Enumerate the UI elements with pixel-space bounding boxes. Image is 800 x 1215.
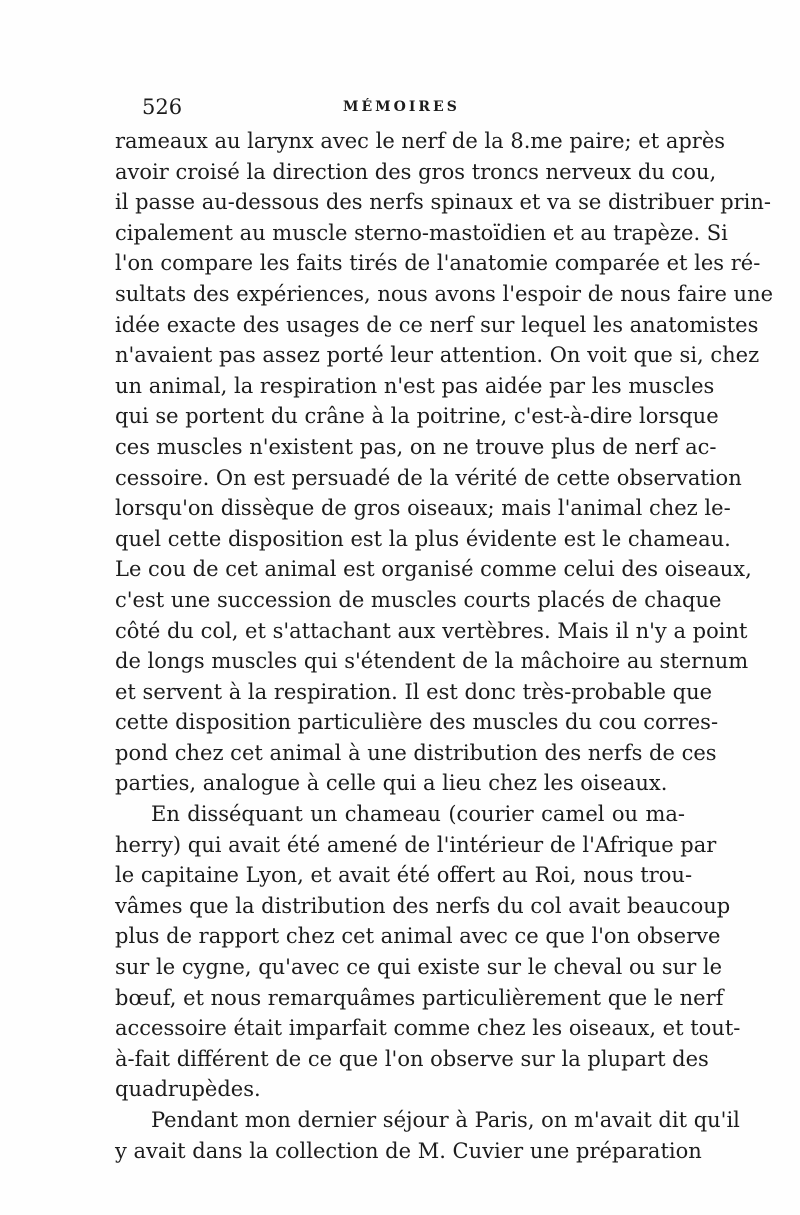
paragraph-2 [115, 799, 741, 1105]
text-line: parties, analogue à celle qui a lieu chez les oiseaux. [115, 771, 668, 796]
page-text [115, 92, 774, 1166]
text-line: sur le cygne, qu'avec ce qui existe sur le cheval ou sur le [115, 955, 723, 980]
text-line: cette disposition particulière des muscles du cou corres- [115, 710, 719, 735]
text-line: pond chez cet animal à une distribution des nerfs de ces [115, 740, 717, 765]
text-line: cessoire. On est persuadé de la vérité de cette observation [115, 465, 742, 490]
text-line: En disséquant un chameau (courier camel ou ma- [151, 802, 685, 827]
text-line: avoir croisé la direction des gros troncs nerveux du cou, [115, 159, 717, 184]
text-line: y avait dans la collection de M. Cuvier une préparation [115, 1138, 702, 1163]
text-line: cipalement au muscle sterno-mastoïdien et au trapèze. Si [115, 220, 728, 245]
text-line: quadrupèdes. [115, 1077, 261, 1102]
text-line: un animal, la respiration n'est pas aidée par les muscles [115, 373, 715, 398]
text-line: c'est une succession de muscles courts placés de chaque [115, 587, 722, 612]
text-line: bœuf, et nous remarquâmes particulièrement que le nerf [115, 985, 724, 1010]
text-line: herry) qui avait été amené de l'intérieur de l'Afrique par [115, 832, 717, 857]
text-line: quel cette disposition est la plus évidente est le chameau. [115, 526, 731, 551]
text-line: rameaux au larynx avec le nerf de la 8.me paire; et après [115, 129, 726, 153]
text-line: sultats des expériences, nous avons l'espoir de nous faire une [115, 281, 774, 306]
text-line: lorsqu'on dissèque de gros oiseaux; mais l'animal chez le- [115, 496, 731, 521]
paragraph-1 [115, 126, 774, 799]
text-line: accessoire était imparfait comme chez les oiseaux, et tout- [115, 1016, 741, 1041]
text-line: à-fait différent de ce que l'on observe sur la plupart des [115, 1046, 709, 1071]
text-line: Le cou de cet animal est organisé comme celui des oiseaux, [115, 557, 752, 582]
text-line: il passe au-dessous des nerfs spinaux et va se distribuer prin- [115, 190, 772, 215]
text-line: et servent à la respiration. Il est donc très-probable que [115, 679, 713, 704]
paragraph-3 [115, 1105, 740, 1166]
text-line: côté du col, et s'attachant aux vertèbres. Mais il n'y a point [115, 618, 748, 643]
text-line: qui se portent du crâne à la poitrine, c'est-à-dire lorsque [115, 404, 719, 429]
text-line: idée exacte des usages de ce nerf sur lequel les anatomistes [115, 312, 759, 337]
running-head [115, 92, 685, 122]
text-line: de longs muscles qui s'étendent de la mâchoire au sternum [115, 649, 749, 674]
text-line: plus de rapport chez cet animal avec ce que l'on observe [115, 924, 721, 949]
text-line: ces muscles n'existent pas, on ne trouve plus de nerf ac- [115, 434, 717, 459]
text-line: l'on compare les faits tirés de l'anatomie comparée et les ré- [115, 251, 761, 276]
page-number: 526 [142, 95, 183, 119]
text-line: le capitaine Lyon, et avait été offert au Roi, nous trou- [115, 863, 693, 888]
running-title: MÉMOIRES [343, 99, 460, 115]
text-line: vâmes que la distribution des nerfs du col avait beaucoup [115, 893, 731, 918]
text-line: n'avaient pas assez porté leur attention. On voit que si, chez [115, 343, 760, 368]
text-line: Pendant mon dernier séjour à Paris, on m'avait dit qu'il [151, 1108, 740, 1132]
